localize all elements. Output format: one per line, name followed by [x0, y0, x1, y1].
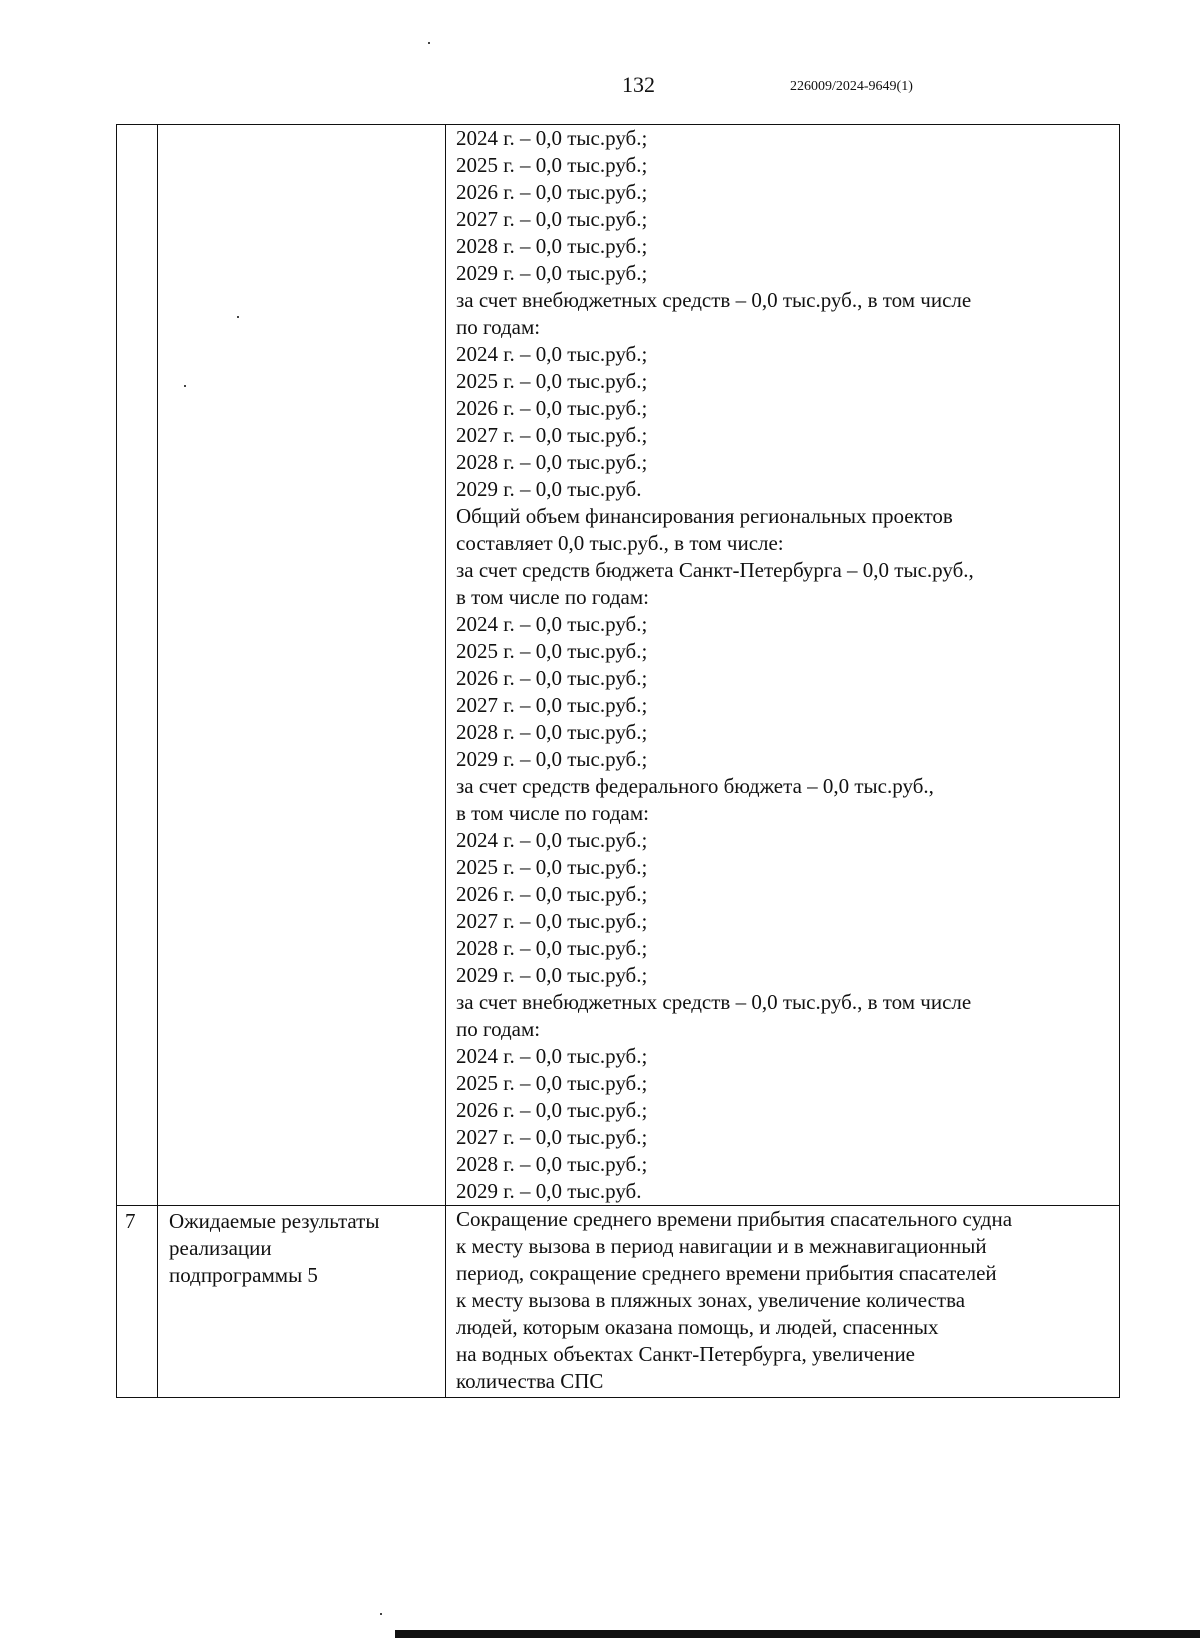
financing-line: 2024 г. – 0,0 тыс.руб.; [456, 612, 648, 636]
financing-line: 2028 г. – 0,0 тыс.руб.; [456, 450, 648, 474]
financing-line: 2029 г. – 0,0 тыс.руб. [456, 477, 642, 501]
financing-line: 2028 г. – 0,0 тыс.руб.; [456, 936, 648, 960]
financing-line: за счет средств федерального бюджета – 0,0 тыс.руб., [456, 774, 934, 798]
results-line: период, сокращение среднего времени прибытия спасателей [456, 1261, 997, 1285]
financing-line: 2028 г. – 0,0 тыс.руб.; [456, 720, 648, 744]
results-line: количества СПС [456, 1369, 604, 1393]
expected-results-cell [446, 1206, 1120, 1398]
financing-line: 2026 г. – 0,0 тыс.руб.; [456, 180, 648, 204]
expected-results [446, 1206, 1119, 1397]
scan-edge-bar [395, 1630, 1200, 1638]
financing-line: 2025 г. – 0,0 тыс.руб.; [456, 153, 648, 177]
row-label-line: реализации [169, 1236, 272, 1260]
financing-line: составляет 0,0 тыс.руб., в том числе: [456, 531, 784, 555]
financing-line: 2027 г. – 0,0 тыс.руб.; [456, 423, 648, 447]
financing-line: в том числе по годам: [456, 585, 649, 609]
financing-lines [446, 125, 1119, 1205]
financing-line: за счет внебюджетных средств – 0,0 тыс.руб., в том числе [456, 990, 972, 1014]
row-label-line: подпрограммы 5 [169, 1263, 318, 1287]
financing-line: 2029 г. – 0,0 тыс.руб.; [456, 261, 648, 285]
row-label [158, 1206, 445, 1289]
financing-line: 2025 г. – 0,0 тыс.руб.; [456, 369, 648, 393]
scan-speck [380, 1613, 382, 1615]
financing-line: по годам: [456, 1017, 541, 1041]
financing-line: в том числе по годам: [456, 801, 649, 825]
passport-table [116, 124, 1120, 1398]
results-line: людей, которым оказана помощь, и людей, спасенных [456, 1315, 939, 1339]
financing-line: 2027 г. – 0,0 тыс.руб.; [456, 693, 648, 717]
financing-line: 2025 г. – 0,0 тыс.руб.; [456, 855, 648, 879]
results-line: Сокращение среднего времени прибытия спасательного судна [456, 1207, 1013, 1231]
row-number-cell [117, 1206, 158, 1398]
financing-line: 2025 г. – 0,0 тыс.руб.; [456, 639, 648, 663]
financing-cell [446, 125, 1120, 1206]
table-row-7 [117, 1206, 1120, 1398]
financing-line: 2024 г. – 0,0 тыс.руб.; [456, 1044, 648, 1068]
financing-line: за счет внебюджетных средств – 0,0 тыс.руб., в том числе [456, 288, 972, 312]
financing-line: 2026 г. – 0,0 тыс.руб.; [456, 396, 648, 420]
results-line: на водных объектах Санкт-Петербурга, увеличение [456, 1342, 916, 1366]
financing-line: 2024 г. – 0,0 тыс.руб.; [456, 828, 648, 852]
financing-line: 2026 г. – 0,0 тыс.руб.; [456, 666, 648, 690]
financing-line: 2028 г. – 0,0 тыс.руб.; [456, 234, 648, 258]
row-label-cell [158, 1206, 446, 1398]
number-cell-empty [117, 125, 158, 1206]
results-line: к месту вызова в пляжных зонах, увеличение количества [456, 1288, 966, 1312]
financing-line: 2029 г. – 0,0 тыс.руб. [456, 1179, 642, 1203]
label-cell-empty [158, 125, 446, 1206]
financing-line: 2027 г. – 0,0 тыс.руб.; [456, 909, 648, 933]
financing-line: за счет средств бюджета Санкт-Петербурга – 0,0 тыс.руб., [456, 558, 974, 582]
financing-line: 2024 г. – 0,0 тыс.руб.; [456, 342, 648, 366]
page-number: 132 [622, 72, 655, 97]
financing-line: по годам: [456, 315, 541, 339]
financing-line: 2028 г. – 0,0 тыс.руб.; [456, 1152, 648, 1176]
financing-line: 2024 г. – 0,0 тыс.руб.; [456, 126, 648, 150]
financing-line: 2029 г. – 0,0 тыс.руб.; [456, 747, 648, 771]
financing-line: 2029 г. – 0,0 тыс.руб.; [456, 963, 648, 987]
financing-line: Общий объем финансирования региональных проектов [456, 504, 953, 528]
scan-speck [428, 42, 430, 44]
results-line: к месту вызова в период навигации и в межнавигационный [456, 1234, 987, 1258]
continuation-row [117, 125, 1120, 1206]
document-code: 226009/2024-9649(1) [790, 79, 913, 94]
row-number: 7 [125, 1209, 136, 1233]
financing-line: 2025 г. – 0,0 тыс.руб.; [456, 1071, 648, 1095]
financing-line: 2027 г. – 0,0 тыс.руб.; [456, 207, 648, 231]
financing-line: 2026 г. – 0,0 тыс.руб.; [456, 1098, 648, 1122]
row-label-line: Ожидаемые результаты [169, 1209, 380, 1233]
financing-line: 2027 г. – 0,0 тыс.руб.; [456, 1125, 648, 1149]
financing-line: 2026 г. – 0,0 тыс.руб.; [456, 882, 648, 906]
